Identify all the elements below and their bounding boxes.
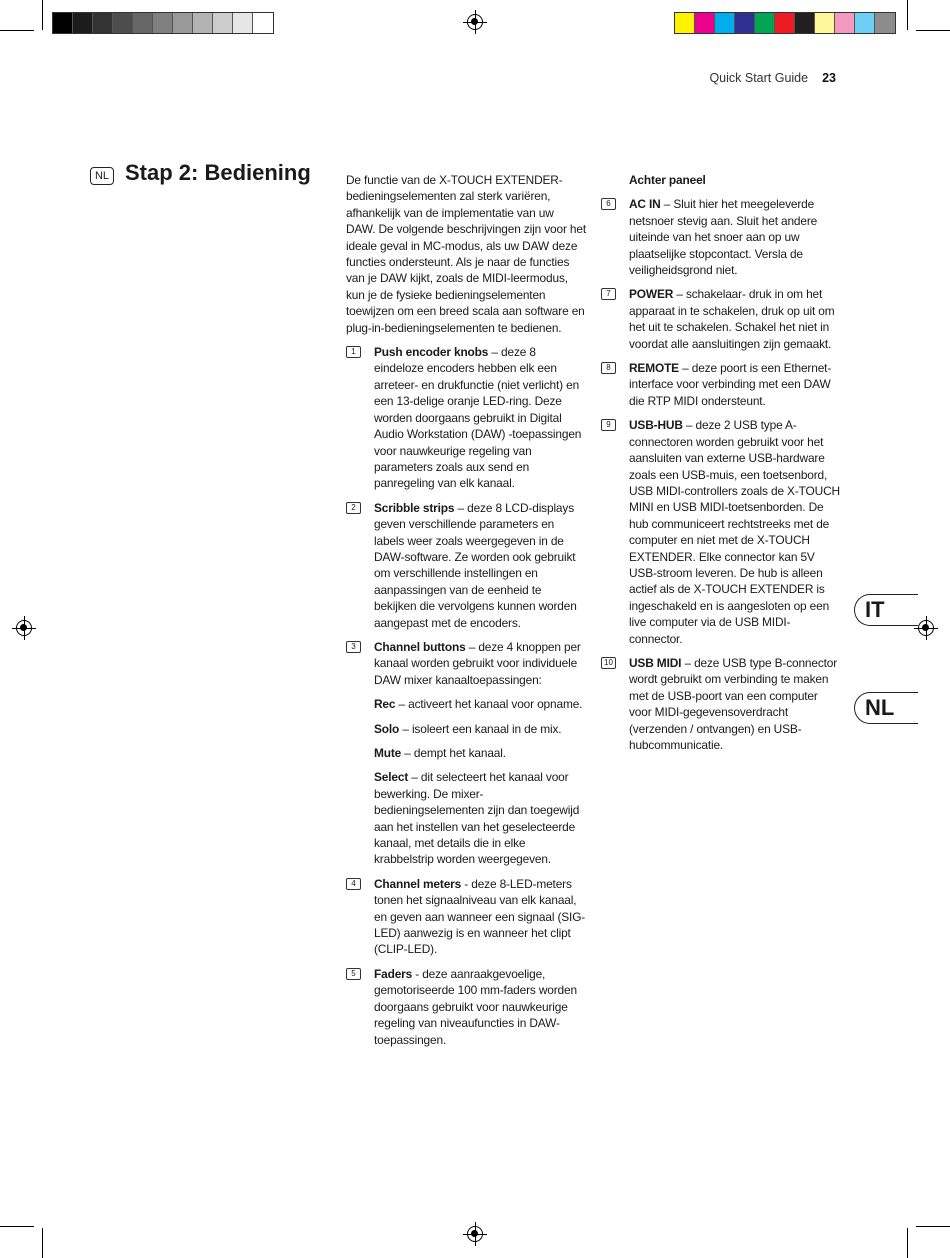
- color-swatch: [815, 13, 835, 33]
- registration-mark-icon: [467, 1226, 483, 1242]
- item-description: - deze aanraakgevoelige, gemotoriseerde 100 mm-faders worden doorgaans gebruikt voor nauwkeurige regeling van niveaufuncties in DAW-toepassingen.: [374, 966, 577, 1047]
- item-term: Channel meters: [374, 876, 462, 891]
- item-description: – deze 8 eindeloze encoders hebben elk een arreteer- en drukfunctie (niet verlicht) en een 13-delige oranje LED-ring. Deze worden doorgaans gebruikt in Digital Audio Workstation (DAW) -toepassingen voor nauwkeurige regeling van parameters zoals aux send en panregeling van elk kanaal.: [374, 345, 582, 491]
- gray-swatch: [93, 13, 113, 33]
- crop-mark: [42, 1228, 43, 1258]
- registration-mark-icon: [918, 620, 934, 636]
- left-column: [346, 172, 586, 1056]
- item-description: - deze 8-LED-meters tonen het signaalniveau van elk kanaal, en geven aan wanneer een signaal (SIG-LED) aanwezig is en wanneer het clipt (CLIP-LED).: [374, 876, 586, 957]
- crop-mark: [916, 1226, 950, 1227]
- color-swatch: [695, 13, 715, 33]
- intro-paragraph: De functie van de X-TOUCH EXTENDER-bedieningselementen zal sterk variëren, afhankelijk van de implementatie van uw DAW. De volgende beschrijvingen zijn voor het ideale geval in MC-modus, als uw DAW deze functies ondersteunt. Als je naar de functies van je DAW kijkt, zoals de MIDI-leermodus, kun je de fysieke bedieningselementen toewijzen om een breed scala aan software en plug-in-bedieningselementen te bedienen.: [346, 173, 586, 335]
- item-term: USB MIDI: [629, 655, 682, 670]
- sub-item-description: – dempt het kanaal.: [401, 746, 506, 760]
- language-tab-nl[interactable]: NL: [854, 692, 918, 724]
- item-description: – deze 8 LCD-displays geven verschillende parameters en labels weer zoals weergegeven in de DAW-software. Ze worden ook gebruikt om verschillende instellingen en aanpassingen van de eenheid te bekijken die vervolgens kunnen worden aangepast met de encoders.: [374, 500, 577, 630]
- item-term: USB-HUB: [629, 418, 683, 433]
- item-number-badge: 8: [601, 362, 616, 374]
- color-swatch: [715, 13, 735, 33]
- item-description: – schakelaar- druk in om het apparaat in te schakelen, druk op uit om het uit te schakelen. Schakel het niet in voordat alle aansluitingen zijn gemaakt.: [629, 287, 835, 351]
- color-swatch: [775, 13, 795, 33]
- sub-item-term: Rec: [374, 697, 396, 712]
- gray-swatch: [213, 13, 233, 33]
- rear-panel-heading: Achter paneel: [629, 173, 706, 187]
- crop-mark: [0, 30, 34, 31]
- item-term: AC IN: [629, 197, 661, 212]
- gray-swatch: [73, 13, 93, 33]
- item-description: – deze 4 knoppen per kanaal worden gebruikt voor individuele DAW mixer kanaaltoepassingen:: [374, 639, 581, 687]
- right-column: [604, 172, 841, 761]
- color-swatch: [875, 13, 895, 33]
- page-title: Stap 2: Bediening: [125, 160, 311, 185]
- list-item: [351, 876, 586, 958]
- sub-item-description: – isoleert een kanaal in de mix.: [399, 721, 562, 736]
- language-tag: NL: [90, 167, 114, 185]
- list-item: [606, 417, 841, 647]
- gray-swatch: [133, 13, 153, 33]
- item-term: POWER: [629, 287, 674, 302]
- crop-mark: [907, 1228, 908, 1258]
- registration-mark-icon: [16, 620, 32, 636]
- list-item: [351, 639, 586, 688]
- gray-swatch: [173, 13, 193, 33]
- item-number-badge: 6: [601, 198, 616, 210]
- list-item: [351, 344, 586, 492]
- guide-title: Quick Start Guide: [709, 71, 809, 85]
- gray-swatch: [253, 13, 273, 33]
- color-swatch: [855, 13, 875, 33]
- channel-button-item: [374, 696, 586, 712]
- gray-swatch: [193, 13, 213, 33]
- channel-button-item: [374, 745, 586, 761]
- registration-mark-icon: [467, 14, 483, 30]
- color-swatch: [755, 13, 775, 33]
- item-description: – deze USB type B-connector wordt gebruikt om verbinding te maken met de USB-poort van een computer voor MIDI-gegevensoverdracht (verzenden / ontvangen) en USB-hubcommunicatie.: [629, 655, 838, 752]
- item-term: Faders: [374, 966, 413, 981]
- sub-item-description: – dit selecteert het kanaal voor bewerking. De mixer-bedieningselementen zijn dan toegewijd aan het instellen van het geselecteerde kanaal, met details die in elke krabbelstrip worden weergegeven.: [374, 770, 580, 867]
- item-number-badge: 10: [601, 657, 616, 669]
- item-number-badge: 7: [601, 288, 616, 300]
- crop-mark: [916, 30, 950, 31]
- list-item: [606, 286, 841, 352]
- gray-swatch: [233, 13, 253, 33]
- item-number-badge: 3: [346, 641, 361, 653]
- crop-mark: [907, 0, 908, 30]
- item-description: – Sluit hier het meegeleverde netsnoer stevig aan. Sluit het andere uiteinde van het snoer aan op uw plaatselijke stopcontact. Versla de veiligheidsgrond niet.: [629, 197, 818, 278]
- sub-item-description: – activeert het kanaal voor opname.: [395, 697, 583, 712]
- channel-button-item: [374, 721, 586, 737]
- item-term: Channel buttons: [374, 639, 466, 654]
- item-term: Push encoder knobs: [374, 345, 489, 360]
- item-number-badge: 5: [346, 968, 361, 980]
- crop-mark: [0, 1226, 34, 1227]
- item-number-badge: 1: [346, 346, 361, 358]
- item-number-badge: 2: [346, 502, 361, 514]
- list-item: [351, 966, 586, 1048]
- page-header: [709, 71, 836, 85]
- list-item: [604, 655, 841, 753]
- list-item: [351, 500, 586, 631]
- gray-swatch: [153, 13, 173, 33]
- language-tab-it[interactable]: IT: [854, 594, 918, 626]
- gray-swatch: [113, 13, 133, 33]
- grayscale-swatch-bar: [52, 12, 274, 34]
- list-item: [606, 360, 841, 409]
- channel-button-item: [374, 769, 586, 867]
- item-description: – deze 2 USB type A-connectoren worden gebruikt voor het aansluiten van externe USB-hardware zoals een USB-muis, een toetsenbord, USB MIDI-controllers zoals de X-TOUCH MINI en USB MIDI-toetsenborden. De hub communiceert rechtstreeks met de computer en niet met de X-TOUCH EXTENDER. Elke connector kan 5V USB-stroom leveren. De hub is alleen actief als de X-TOUCH EXTENDER is ingeschakeld en is aangesloten op een live computer via de USB MIDI-connector.: [629, 418, 840, 646]
- sub-item-term: Mute: [374, 746, 402, 760]
- color-swatch-bar: [674, 12, 896, 34]
- color-swatch: [835, 13, 855, 33]
- item-number-badge: 9: [601, 419, 616, 431]
- color-swatch: [675, 13, 695, 33]
- page-number: 23: [822, 71, 836, 85]
- sub-item-term: Select: [374, 770, 409, 785]
- item-term: Scribble strips: [374, 500, 455, 515]
- item-description: – deze poort is een Ethernet-interface voor verbinding met een DAW die RTP MIDI ondersteunt.: [629, 361, 832, 408]
- item-number-badge: 4: [346, 878, 361, 890]
- list-item: [606, 196, 841, 278]
- gray-swatch: [53, 13, 73, 33]
- sub-item-term: Solo: [374, 721, 400, 736]
- item-term: REMOTE: [629, 361, 679, 376]
- color-swatch: [735, 13, 755, 33]
- color-swatch: [795, 13, 815, 33]
- crop-mark: [42, 0, 43, 30]
